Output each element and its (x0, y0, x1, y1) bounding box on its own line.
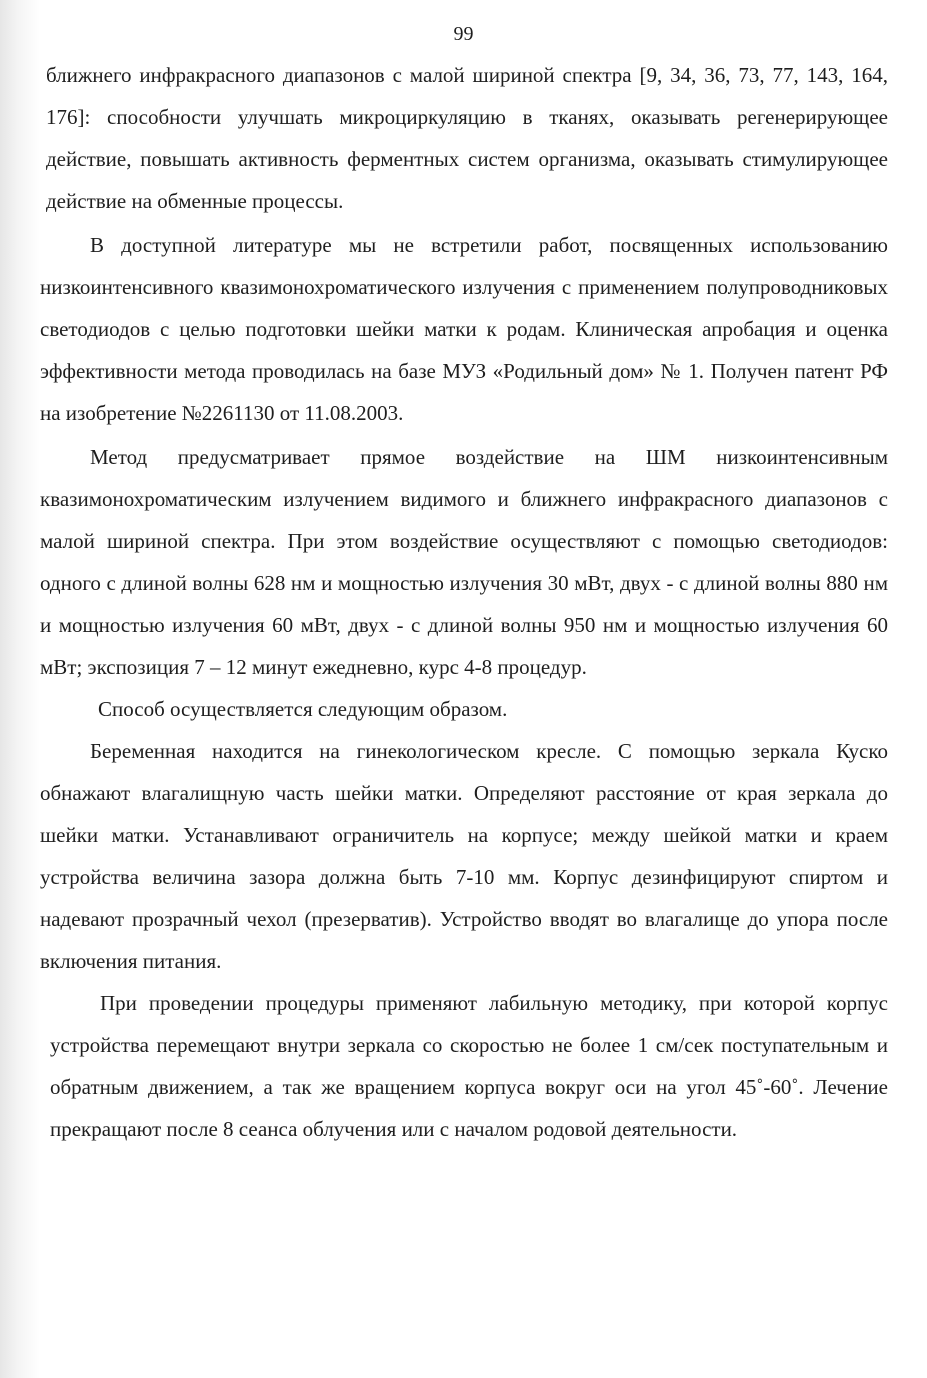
paragraph-3: Метод предусматривает прямое воздействие на ШМ низкоинтенсивным квазимонохроматическим излучением видимого и ближнего инфракрасного диапазонов с малой шириной спектра. При этом воздействие осуществляют с помощью светодиодов: одного с длиной волны 628 нм и мощностью излучения 30 мВт, двух - с длиной волны 880 нм и мощностью излучения 60 мВт, двух - с длиной волны 950 нм и мощностью излучения 60 мВт; экспозиция 7 – 12 минут ежедневно, курс 4-8 процедур. (40, 445, 888, 679)
page-number: 99 (453, 23, 474, 45)
paragraph-2: В доступной литературе мы не встретили работ, посвященных использованию низкоинтенсивного квазимонохроматического излучения с применением полупроводниковых светодиодов с целью подготовки шейки матки к родам. Клиническая апробация и оценка эффективности метода проводилась на базе МУЗ «Родильный дом» № 1. Получен патент РФ на изобретение №2261130 от 11.08.2003. (40, 233, 888, 425)
body-text (40, 54, 888, 1150)
paragraph-4: Способ осуществляется следующим образом. (98, 697, 508, 721)
scan-edge-shadow (0, 0, 40, 1378)
paragraph-1: ближнего инфракрасного диапазонов с малой шириной спектра [9, 34, 36, 73, 77, 143, 164, 176]: способности улучшать микроциркуляцию в тканях, оказывать регенерирующее действие, повышать активность ферментных систем организма, оказывать стимулирующее действие на обменные процессы. (46, 63, 888, 213)
paragraph-5: Беременная находится на гинекологическом кресле. С помощью зеркала Куско обнажают влагалищную часть шейки матки. Определяют расстояние от края зеркала до шейки матки. Устанавливают ограничитель на корпусе; между шейкой матки и краем устройства величина зазора должна быть 7-10 мм. Корпус дезинфицируют спиртом и надевают прозрачный чехол (презерватив). Устройство вводят во влагалище до упора после включения питания. (40, 739, 888, 973)
paragraph-6: При проведении процедуры применяют лабильную методику, при которой корпус устройства перемещают внутри зеркала со скоростью не более 1 см/сек поступательным и обратным движением, а так же вращением корпуса вокруг оси на угол 45˚-60˚. Лечение прекращают после 8 сеанса облучения или с началом родовой деятельности. (50, 991, 888, 1141)
